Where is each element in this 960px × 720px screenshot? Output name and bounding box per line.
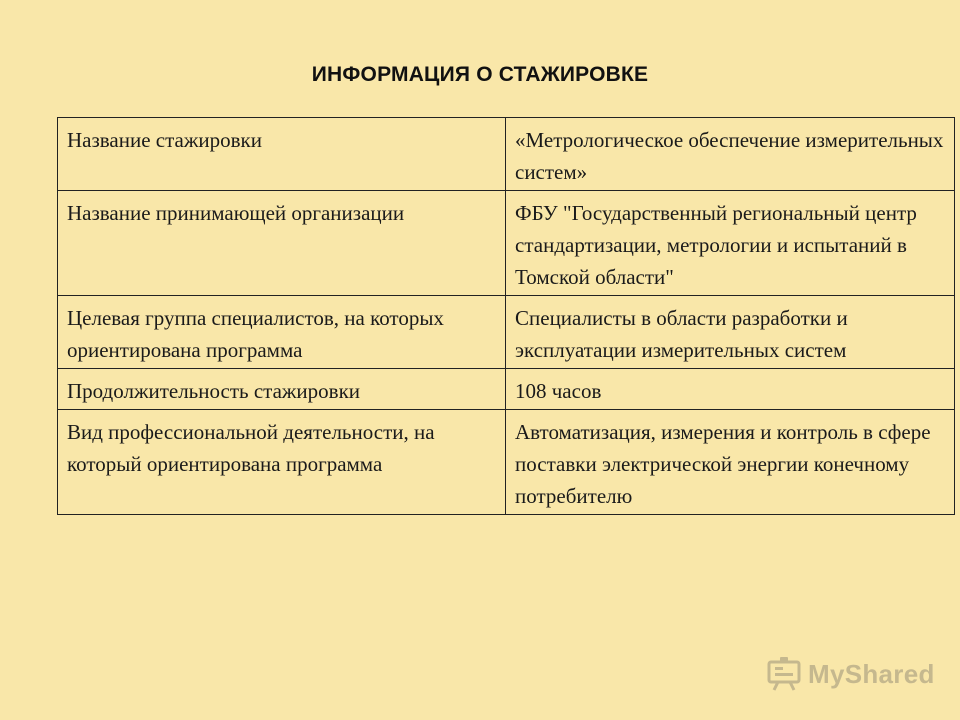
table-row	[58, 118, 955, 191]
row-value: «Метрологическое обеспечение измерительных систем»	[506, 118, 955, 191]
row-value: 108 часов	[506, 369, 955, 410]
row-value: Специалисты в области разработки и эксплуатации измерительных систем	[506, 296, 955, 369]
table-row	[58, 369, 955, 410]
watermark-logo	[766, 654, 935, 694]
table-row	[58, 191, 955, 296]
row-label: Продолжительность стажировки	[58, 369, 506, 410]
info-table	[57, 117, 955, 515]
table-row	[58, 410, 955, 515]
row-label: Целевая группа специалистов, на которых ориентирована программа	[58, 296, 506, 369]
presentation-board-icon	[766, 656, 802, 692]
table-row	[58, 296, 955, 369]
slide-title: ИНФОРМАЦИЯ О СТАЖИРОВКЕ	[311, 63, 649, 86]
row-label: Название стажировки	[58, 118, 506, 191]
row-label: Вид профессиональной деятельности, на который ориентирована программа	[58, 410, 506, 515]
row-label: Название принимающей организации	[58, 191, 506, 296]
watermark-text: MyShared	[808, 658, 935, 689]
row-value: ФБУ "Государственный региональный центр стандартизации, метрологии и испытаний в Томской области"	[506, 191, 955, 296]
row-value: Автоматизация, измерения и контроль в сфере поставки электрической энергии конечному потребителю	[506, 410, 955, 515]
